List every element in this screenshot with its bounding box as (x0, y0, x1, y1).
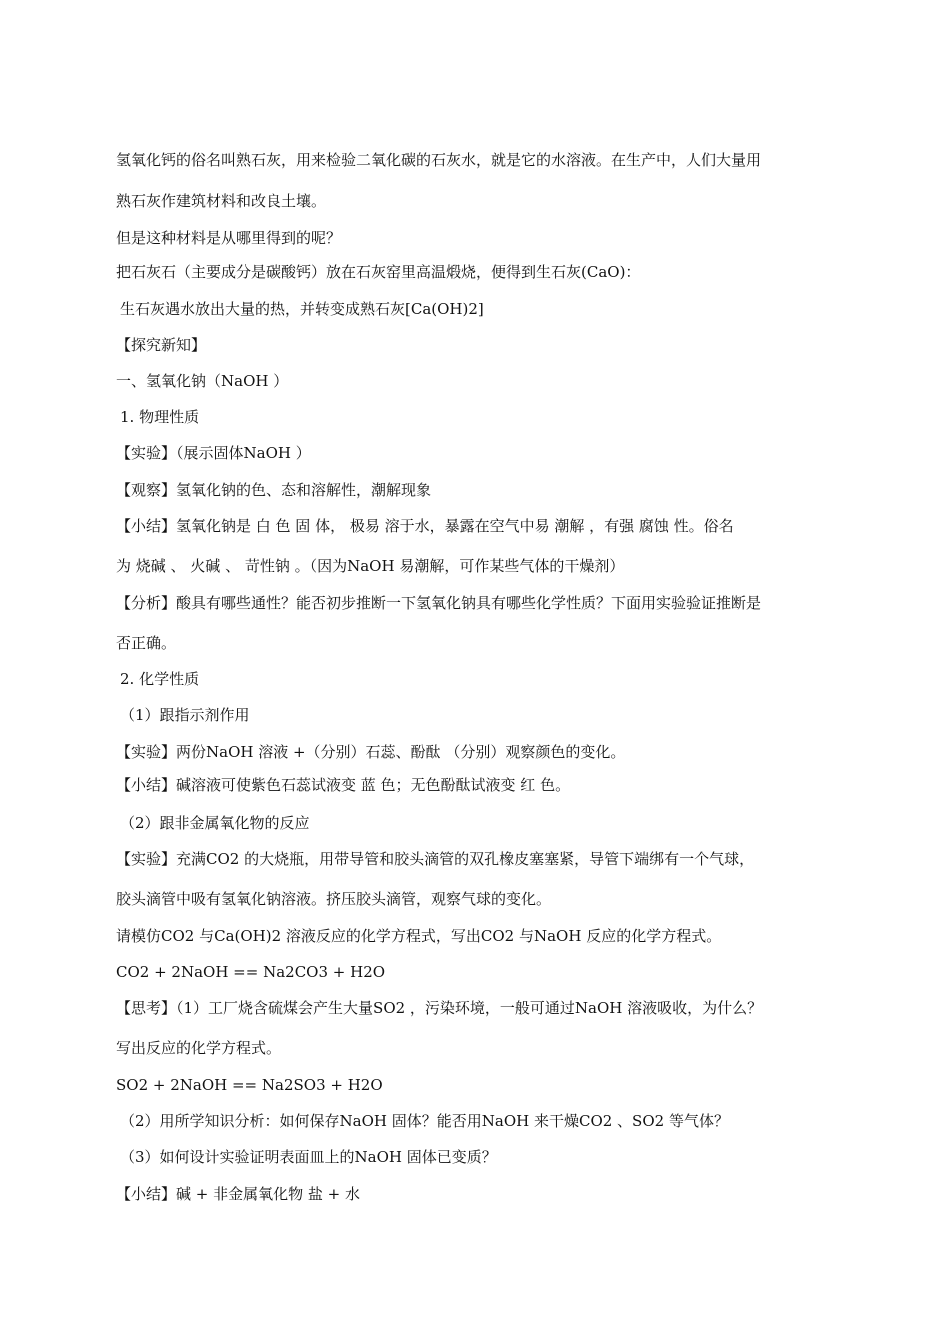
paragraph-line: 【思考】（1）工厂烧含硫煤会产生大量SO2 ，污染环境，一般可通过NaOH 溶液吸收，为什么？ (116, 999, 763, 1017)
paragraph-line: 否正确。 (116, 634, 177, 652)
paragraph-line: 【实验】充满CO2 的大烧瓶，用带导管和胶头滴管的双孔橡皮塞塞紧，导管下端绑有一个气球， (116, 850, 755, 868)
paragraph-line: （2）用所学知识分析：如何保存NaOH 固体？能否用NaOH 来干燥CO2 、SO2 等气体？ (120, 1112, 729, 1130)
paragraph-line: 【观察】氢氧化钠的色、态和溶解性，潮解现象 (116, 481, 432, 499)
section-heading: 【探究新知】 (116, 336, 207, 354)
paragraph-line: 【实验】两份NaOH 溶液 +（分别）石蕊、酚酞 （分别）观察颜色的变化。 (116, 743, 626, 761)
paragraph-line: （1）跟指示剂作用 (120, 706, 250, 724)
subsection-heading: 一、氢氧化钠（NaOH ） (116, 372, 289, 390)
paragraph-line: 写出反应的化学方程式。 (116, 1039, 282, 1057)
paragraph-line: 为 烧碱 、 火碱 、 苛性钠 。（因为NaOH 易潮解，可作某些气体的干燥剂） (116, 557, 625, 575)
subsection-heading: 2. 化学性质 (120, 670, 200, 688)
paragraph-line: 【实验】（展示固体NaOH ） (116, 444, 311, 462)
paragraph-line: 【小结】碱 + 非金属氧化物 盐 + 水 (116, 1185, 360, 1203)
subsection-heading: 1. 物理性质 (120, 408, 200, 426)
paragraph-line: 生石灰遇水放出大量的热，并转变成熟石灰[Ca(OH)2] (120, 300, 484, 318)
equation-line: CO2 + 2NaOH == Na2CO3 + H2O (116, 963, 386, 981)
equation-line: SO2 + 2NaOH == Na2SO3 + H2O (116, 1076, 383, 1094)
paragraph-line: 氢氧化钙的俗名叫熟石灰，用来检验二氧化碳的石灰水，就是它的水溶液。在生产中，人们大量用 (116, 151, 762, 169)
paragraph-line: 【小结】氢氧化钠是 白 色 固 体， 极易 溶于水，暴露在空气中易 潮解 ，有强 腐蚀 性。俗名 (116, 517, 734, 535)
paragraph-line: （3）如何设计实验证明表面皿上的NaOH 固体已变质？ (120, 1148, 497, 1166)
paragraph-line: 熟石灰作建筑材料和改良土壤。 (116, 192, 327, 210)
paragraph-line: 但是这种材料是从哪里得到的呢？ (116, 229, 342, 247)
paragraph-line: 请模仿CO2 与Ca(OH)2 溶液反应的化学方程式，写出CO2 与NaOH 反应的化学方程式。 (116, 927, 722, 945)
paragraph-line: 【小结】碱溶液可使紫色石蕊试液变 蓝 色；无色酚酞试液变 红 色。 (116, 776, 571, 794)
paragraph-line: （2）跟非金属氧化物的反应 (120, 814, 310, 832)
paragraph-line: 【分析】酸具有哪些通性？能否初步推断一下氢氧化钠具有哪些化学性质？下面用实验验证推断是 (116, 594, 762, 612)
paragraph-line: 把石灰石（主要成分是碳酸钙）放在石灰窑里高温煅烧，便得到生石灰(CaO)： (116, 263, 641, 281)
paragraph-line: 胶头滴管中吸有氢氧化钠溶液。挤压胶头滴管，观察气球的变化。 (116, 890, 552, 908)
